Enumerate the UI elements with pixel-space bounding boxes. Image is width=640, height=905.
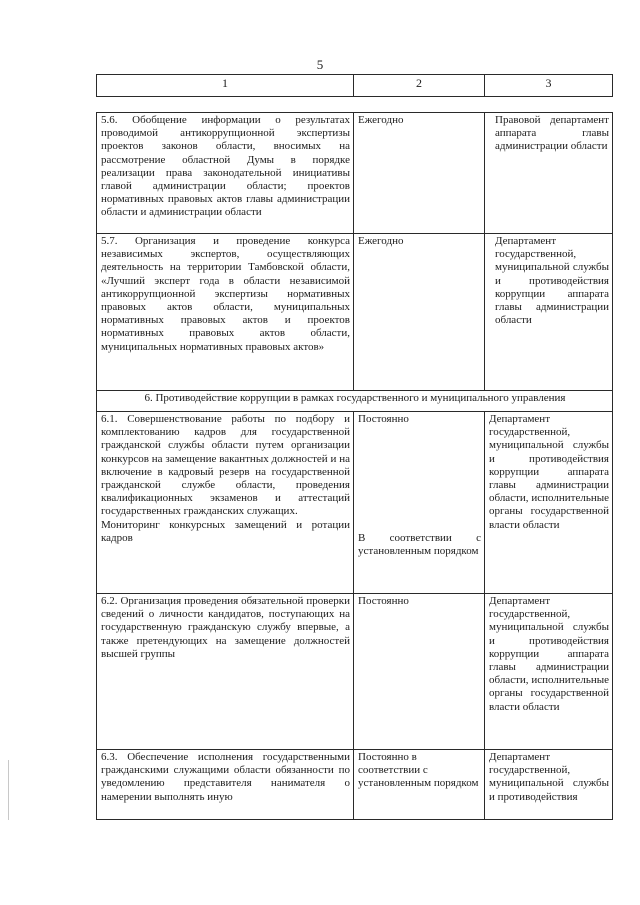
measure-text: 5.7. Организация и проведение конкурса независимых экспертов, осуществляющих деятельность на территории Тамбовской области, «Лучший эксперт года в области независимой антикоррупционной экспертизы нормативных правовых актов области, муниципальных нормативных правовых актов и проектов нормативных правовых актов области, муниципальных нормативных правовых актов» xyxy=(97,234,354,391)
column-header-1: 1 xyxy=(97,75,354,97)
measure-term-main: Постоянно xyxy=(358,413,409,425)
measure-term-extra: В соответствии с установленным порядком xyxy=(358,532,481,558)
measure-term: Постоянно в соответствии с установленным порядком xyxy=(354,750,485,820)
table-row xyxy=(97,594,613,750)
measure-text-extra: Мониторинг конкурсных замещений и ротации кадров xyxy=(101,518,350,544)
column-header-3: 3 xyxy=(485,75,613,97)
measure-responsible: Правовой департамент аппарата главы администрации области xyxy=(485,113,613,234)
measure-term xyxy=(354,412,485,594)
measure-text xyxy=(97,412,354,594)
measure-text-main: 6.1. Совершенствование работы по подбору и комплектованию кадров для государственной гражданской службы области путем организации конкурсов на замещение вакантных должностей и на включение в кадровый резерв на государственной гражданской службе области, проведения квалификационных экзаменов и аттестаций государственных гражданских служащих. xyxy=(101,413,350,518)
section-heading-row xyxy=(97,391,613,412)
table-header xyxy=(96,74,613,97)
measure-responsible: Департамент государственной, муниципальной службы и противодействия xyxy=(485,750,613,820)
measure-text: 6.3. Обеспечение исполнения государственными гражданскими служащими области обязанности по уведомлению представителя нанимателя о намерении выполнять иную xyxy=(97,750,354,820)
measure-responsible: Департамент государственной, муниципальной службы и противодействия коррупции аппарата главы администрации области, исполнительные органы государственной власти области xyxy=(485,594,613,750)
measure-text: 5.6. Обобщение информации о результатах проводимой антикоррупционной экспертизы проектов законов области, вносимых на рассмотрение областной Думы в порядке реализации права законодательной инициативы главой администрации области; проектов нормативных правовых актов главы администрации области и администрации области xyxy=(97,113,354,234)
measures-table xyxy=(96,112,613,820)
section-title: 6. Противодействие коррупции в рамках государственного и муниципального управления xyxy=(97,391,613,412)
table-row xyxy=(97,113,613,234)
table-row xyxy=(97,234,613,391)
page-number: 5 xyxy=(316,57,324,72)
measure-term: Ежегодно xyxy=(354,113,485,234)
table-row xyxy=(97,412,613,594)
measure-term: Ежегодно xyxy=(354,234,485,391)
measure-responsible: Департамент государственной, муниципальной службы и противодействия коррупции аппарата главы администрации области xyxy=(485,234,613,391)
table-row xyxy=(97,750,613,820)
measure-responsible: Департамент государственной, муниципальной службы и противодействия коррупции аппарата главы администрации области, исполнительные органы государственной власти области xyxy=(485,412,613,594)
scan-edge-mark xyxy=(8,760,9,820)
measure-term: Постоянно xyxy=(354,594,485,750)
measure-text: 6.2. Организация проведения обязательной проверки сведений о личности кандидатов, поступающих на государственную гражданскую службу впервые, а также претендующих на замещение должностей высшей группы xyxy=(97,594,354,750)
column-header-2: 2 xyxy=(354,75,485,97)
